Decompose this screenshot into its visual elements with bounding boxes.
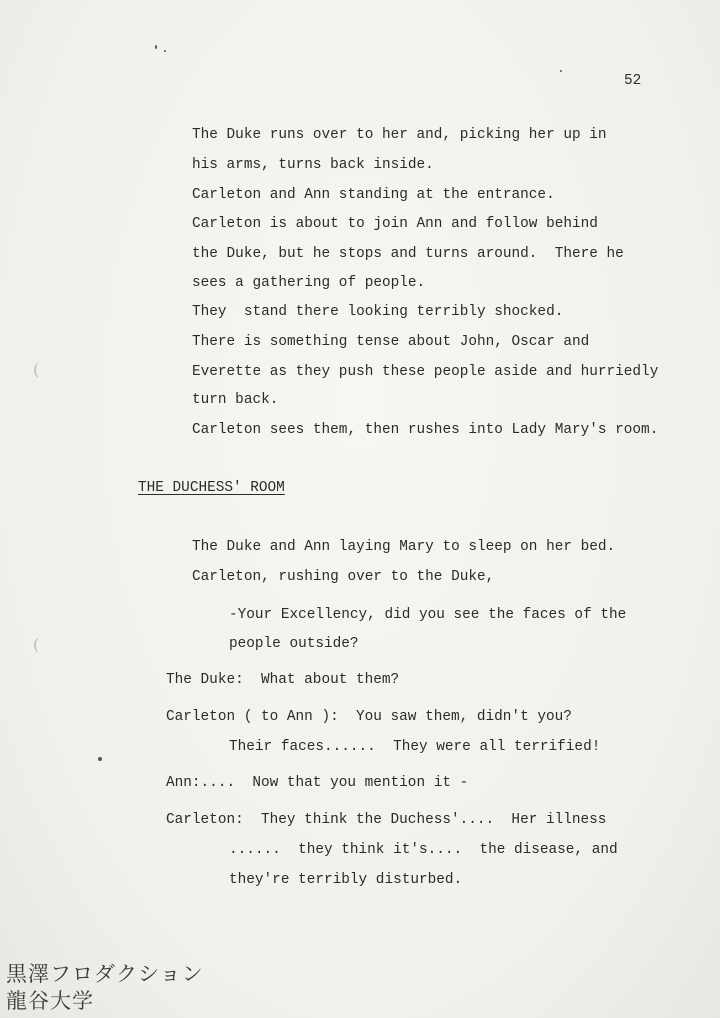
action-line: turn back. xyxy=(192,392,279,408)
scan-speck xyxy=(560,70,562,72)
dialogue-line: Their faces...... They were all terrified! xyxy=(229,739,601,755)
action-line: The Duke runs over to her and, picking her up in xyxy=(192,127,607,143)
page-number: 52 xyxy=(624,73,642,89)
scan-speck xyxy=(164,50,166,52)
dialogue-line: people outside? xyxy=(229,636,359,652)
dialogue-line: they're terribly disturbed. xyxy=(229,872,463,888)
action-line: The Duke and Ann laying Mary to sleep on her bed. xyxy=(192,539,616,555)
dialogue-line: ...... they think it's.... the disease, and xyxy=(229,842,618,858)
scan-mark: ( xyxy=(33,360,40,379)
action-line: Everette as they push these people aside and hurriedly xyxy=(192,364,659,380)
action-line: Carleton and Ann standing at the entrance. xyxy=(192,187,555,203)
scan-speck xyxy=(98,757,102,761)
action-line: his arms, turns back inside. xyxy=(192,157,434,173)
action-line: Carleton sees them, then rushes into Lady Mary's room. xyxy=(192,422,659,438)
action-line: the Duke, but he stops and turns around. There he xyxy=(192,246,624,262)
scene-heading: THE DUCHESS' ROOM xyxy=(138,480,285,496)
dialogue-line: -Your Excellency, did you see the faces of the xyxy=(229,607,627,623)
dialogue-line: The Duke: What about them? xyxy=(166,672,400,688)
scan-mark: ( xyxy=(33,635,40,654)
action-line: They stand there looking terribly shocked. xyxy=(192,304,564,320)
action-line: Carleton, rushing over to the Duke, xyxy=(192,569,495,585)
watermark-line-2: 龍谷大学 xyxy=(6,989,94,1013)
dialogue-line: Carleton: They think the Duchess'.... Her illness xyxy=(166,812,607,828)
action-line: There is something tense about John, Oscar and xyxy=(192,334,590,350)
watermark-line-1: 黒澤フロダクション xyxy=(6,962,204,986)
action-line: sees a gathering of people. xyxy=(192,275,426,291)
scan-speck xyxy=(155,45,157,49)
dialogue-line: Ann:.... Now that you mention it - xyxy=(166,775,469,791)
dialogue-line: Carleton ( to Ann ): You saw them, didn't you? xyxy=(166,709,572,725)
action-line: Carleton is about to join Ann and follow behind xyxy=(192,216,598,232)
